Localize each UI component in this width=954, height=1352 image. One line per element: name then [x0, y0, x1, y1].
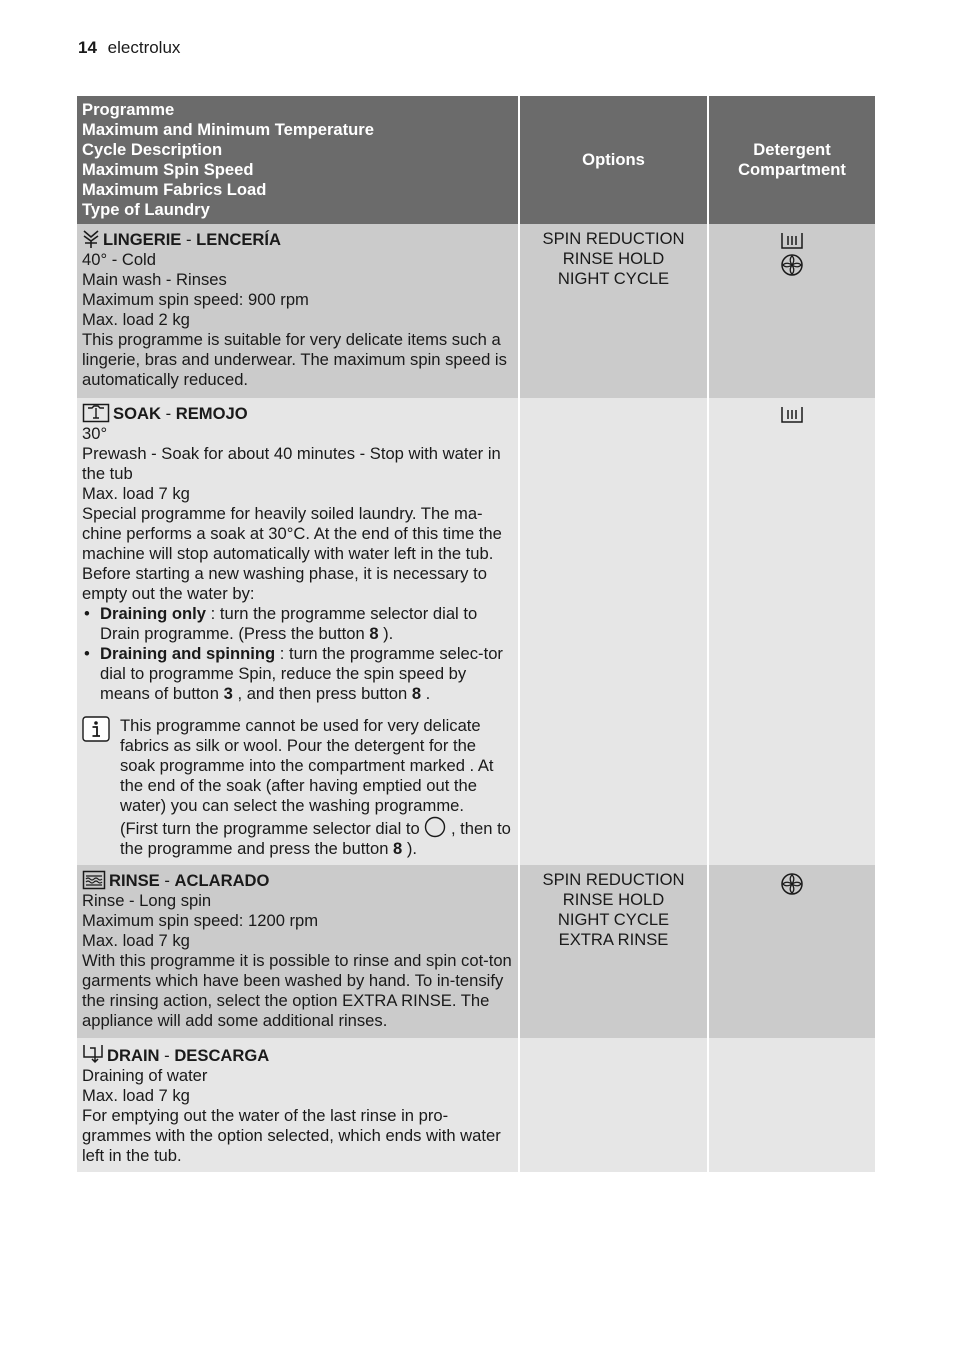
separator: - [164, 1046, 170, 1065]
option-item: SPIN REDUCTION [542, 870, 685, 889]
soak-icon [82, 403, 110, 423]
softener-flower-icon [780, 253, 804, 277]
table-row-lingerie [77, 224, 875, 398]
button-number: 8 [411, 684, 422, 703]
table-row-rinse [77, 865, 875, 1038]
bullet-text: : turn the programme selector dial to Drain programme. (Press the button [100, 604, 478, 643]
soak-info-2: Before starting a new washing phase, it is necessary to empty out the water by: [82, 564, 487, 603]
lingerie-description [77, 224, 519, 398]
rinse-load: Max. load 7 kg [82, 931, 190, 950]
button-number: 8 [369, 624, 379, 643]
soak-info: Special programme for heavily soiled laundry. The ma-chine performs a soak at 30°C. At the end of this time the machine will stop automatically with water left in the tub. [82, 504, 502, 563]
drain-title [82, 1043, 513, 1066]
table-row-soak [77, 398, 875, 865]
soak-name-en: SOAK [113, 404, 161, 423]
bullet-text: : turn the programme selec-tor dial to programme Spin, reduce the spin speed by means of button [100, 644, 503, 703]
header-line: Detergent [753, 140, 831, 159]
bullet-text: , and then press button [232, 684, 412, 703]
drain-icon [82, 1043, 104, 1065]
separator: - [186, 230, 192, 249]
header-line: Compartment [738, 160, 846, 179]
list-item: • Draining only : turn the programme selector dial to Drain programme. (Press the button 8 ). [84, 604, 478, 643]
soak-description [77, 398, 519, 865]
rinse-title [82, 870, 513, 891]
bullet-text: ). [378, 624, 394, 643]
drain-detergent [708, 1038, 875, 1172]
header-options: Options [519, 96, 708, 224]
note-text: ). [402, 839, 418, 858]
drain-load: Max. load 7 kg [82, 1086, 190, 1105]
lingerie-cycle: Main wash - Rinses [82, 270, 227, 289]
softener-flower-icon [780, 872, 804, 896]
rinse-spin: Maximum spin speed: 1200 rpm [82, 911, 319, 930]
rinse-cycle: Rinse - Long spin [82, 891, 212, 910]
page-number: 14 [78, 38, 97, 57]
bullet-text: . [421, 684, 431, 703]
list-item: • Draining and spinning : turn the programme selec-tor dial to programme Spin, reduce the spin speed by means of button 3 , and then press button 8 . [84, 644, 503, 703]
header-programme [77, 96, 519, 224]
info-icon [82, 716, 110, 742]
lingerie-temperature: 40° - Cold [82, 250, 156, 269]
soak-bullets [82, 604, 513, 704]
programme-table [77, 96, 875, 1172]
lingerie-name-es: LENCERÍA [196, 230, 281, 249]
soak-cycle: Prewash - Soak for about 40 minutes - Stop with water in the tub [82, 444, 501, 483]
option-item: EXTRA RINSE [558, 930, 669, 949]
header-line: Maximum and Minimum Temperature [82, 120, 374, 139]
header-line: Maximum Spin Speed [82, 160, 254, 179]
drain-cycle: Draining of water [82, 1066, 208, 1085]
separator: - [165, 404, 172, 423]
lingerie-info: This programme is suitable for very delicate items such a lingerie, bras and underwear. The maximum spin speed is automatically reduced. [82, 330, 507, 389]
header-line: Maximum Fabrics Load [82, 180, 267, 199]
header-detergent [708, 96, 875, 224]
rinse-description [77, 865, 519, 1038]
soak-title [82, 403, 513, 424]
drain-name-en: DRAIN [107, 1046, 160, 1065]
brand-name: electrolux [107, 38, 181, 57]
lingerie-spin: Maximum spin speed: 900 rpm [82, 290, 309, 309]
drain-name-es: DESCARGA [174, 1046, 270, 1065]
bullet-bold: Draining only [100, 604, 207, 623]
lingerie-title [82, 229, 513, 250]
drain-options [519, 1038, 708, 1172]
main-wash-compartment-icon [780, 405, 804, 425]
header-line: Type of Laundry [82, 200, 210, 219]
soak-note [82, 716, 513, 859]
soak-temperature: 30° [82, 424, 108, 443]
button-number: 3 [223, 684, 233, 703]
note-text: , then to the programme and press the button [120, 819, 511, 858]
main-wash-compartment-icon [780, 231, 804, 251]
header-line: Cycle Description [82, 140, 223, 159]
lingerie-options [519, 224, 708, 398]
circle-icon [424, 816, 446, 838]
table-row-drain [77, 1038, 875, 1172]
drain-info: For emptying out the water of the last rinse in pro-grammes with the option selected, which ends with water left in the tub. [82, 1106, 501, 1165]
rinse-name-en: RINSE [109, 871, 160, 890]
header-line: Programme [82, 100, 175, 119]
option-item: NIGHT CYCLE [557, 910, 670, 929]
rinse-icon [82, 870, 106, 890]
note-text: This programme cannot be used for very delicate fabrics as silk or wool. Pour the detergent for the soak programme into the compartment marked . At the end of the soak (after having emptied out the water) you can select the washing programme. [120, 716, 494, 815]
drain-description [77, 1038, 519, 1172]
page-header [78, 38, 180, 58]
soak-detergent [708, 398, 875, 865]
rinse-info: With this programme it is possible to rinse and spin cot-ton garments which have been washed by hand. To in-tensify the rinsing action, select the option EXTRA RINSE. The appliance will add some additional rinses. [82, 951, 512, 1030]
rinse-detergent [708, 865, 875, 1038]
bullet-bold: Draining and spinning [100, 644, 276, 663]
rinse-name-es: ACLARADO [174, 871, 270, 890]
option-item: NIGHT CYCLE [557, 269, 670, 288]
button-number: 8 [393, 839, 403, 858]
option-item: RINSE HOLD [562, 249, 665, 268]
separator: - [164, 871, 170, 890]
note-text: (First turn the programme selector dial to [120, 819, 425, 838]
option-item: SPIN REDUCTION [542, 229, 685, 248]
lingerie-detergent [708, 224, 875, 398]
option-item: RINSE HOLD [562, 890, 665, 909]
note-text-line [120, 816, 513, 859]
soak-name-es: REMOJO [175, 404, 248, 423]
lingerie-load: Max. load 2 kg [82, 310, 190, 329]
soak-load: Max. load 7 kg [82, 484, 190, 503]
lingerie-icon [82, 229, 100, 249]
rinse-options [519, 865, 708, 1038]
lingerie-name-en: LINGERIE [103, 230, 182, 249]
soak-options [519, 398, 708, 865]
table-header-row [77, 96, 875, 224]
